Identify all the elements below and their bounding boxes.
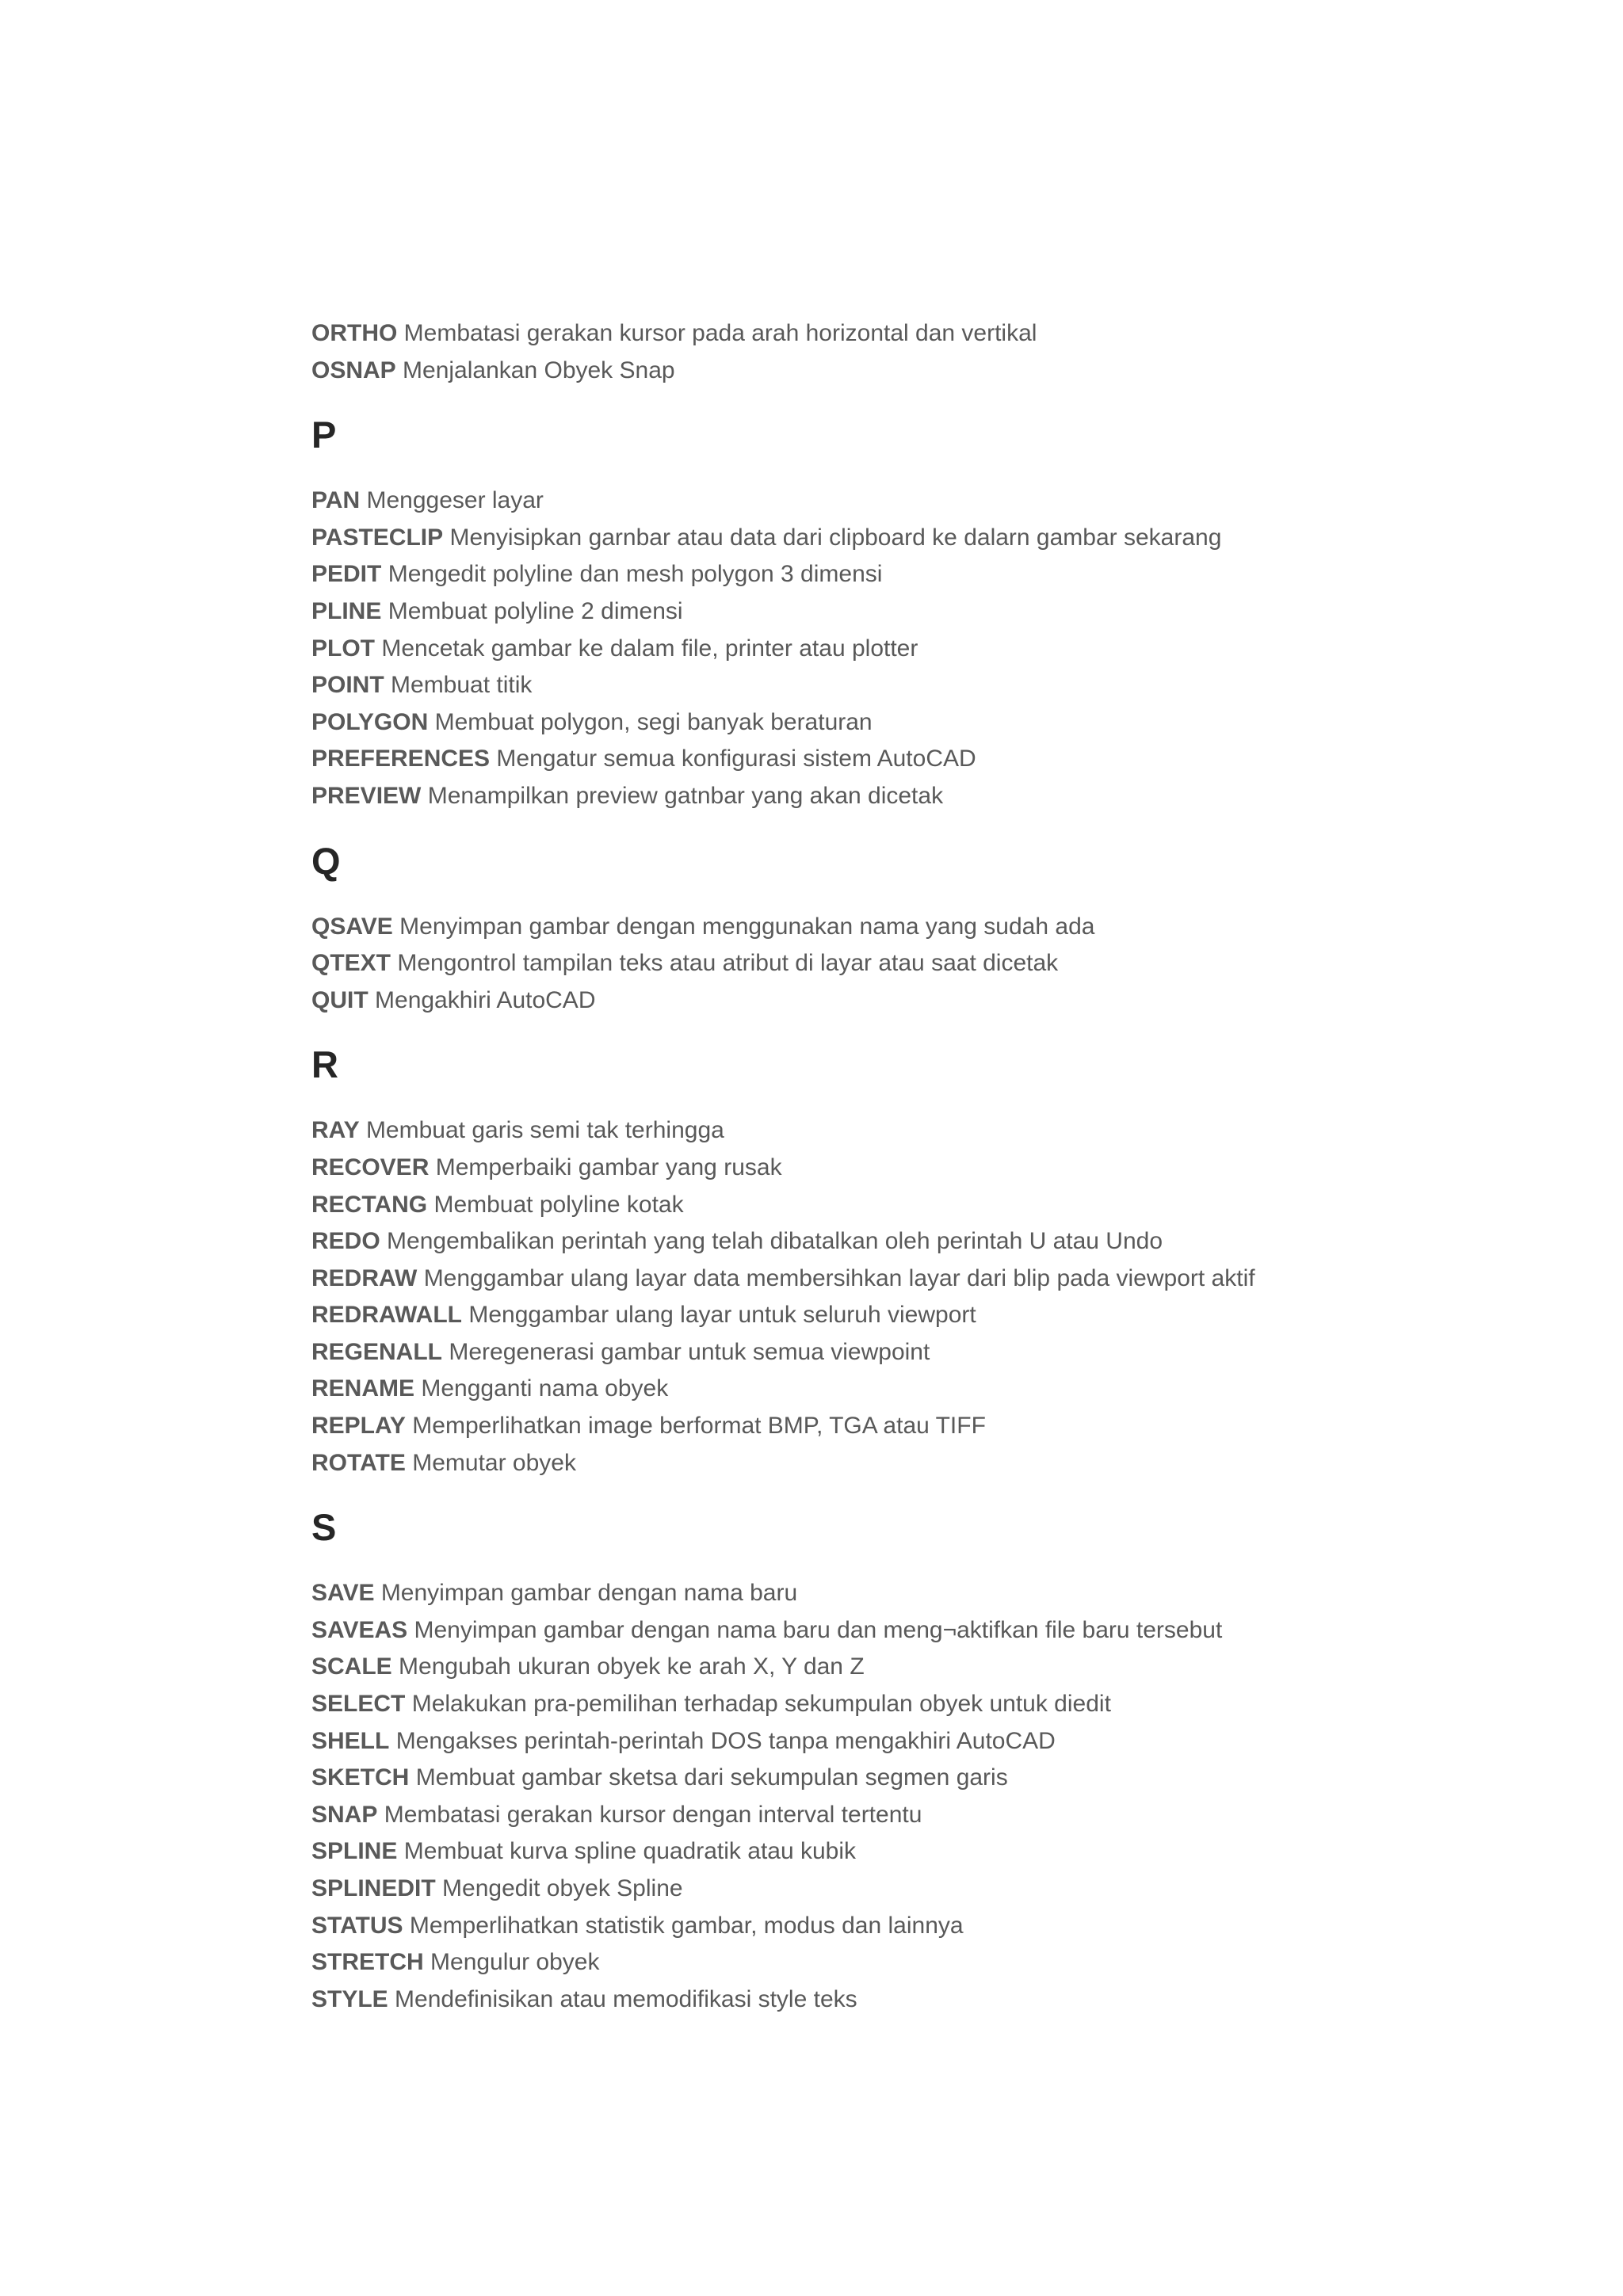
command-description: Mengedit obyek Spline <box>442 1875 683 1901</box>
command-name: SAVEAS <box>311 1616 408 1643</box>
spacer <box>311 815 1548 838</box>
spacer <box>311 1019 1548 1042</box>
command-name: POLYGON <box>311 708 429 735</box>
command-entry <box>311 1575 1548 1612</box>
command-name: STRETCH <box>311 1949 424 1976</box>
command-name: STYLE <box>311 1985 388 2012</box>
command-name: REDRAWALL <box>311 1302 462 1329</box>
command-description: Mengulur obyek <box>430 1949 600 1976</box>
command-entry <box>311 556 1548 593</box>
command-description: Membatasi gerakan kursor dengan interval tertentu <box>384 1801 922 1828</box>
command-name: OSNAP <box>311 357 396 383</box>
command-entry <box>311 482 1548 520</box>
command-name: PASTECLIP <box>311 524 444 551</box>
command-name: QSAVE <box>311 913 393 940</box>
command-description: Mengakses perintah-perintah DOS tanpa mengakhiri AutoCAD <box>395 1727 1056 1754</box>
command-entry <box>311 1187 1548 1224</box>
command-name: RENAME <box>311 1375 415 1402</box>
command-entry <box>311 1445 1548 1482</box>
command-name: STATUS <box>311 1912 403 1939</box>
command-name: SPLINEDIT <box>311 1875 436 1901</box>
section <box>311 1482 1548 2018</box>
command-description: Mengembalikan perintah yang telah dibatalkan oleh perintah U atau Undo <box>387 1228 1163 1255</box>
command-description: Menampilkan preview gatnbar yang akan dicetak <box>427 782 944 809</box>
command-name: RECTANG <box>311 1191 428 1218</box>
command-entry <box>311 1334 1548 1371</box>
command-description: Mencetak gambar ke dalam file, printer atau plotter <box>381 635 918 662</box>
command-entry <box>311 945 1548 982</box>
command-name: SKETCH <box>311 1764 410 1791</box>
command-description: Memperlihatkan statistik gambar, modus dan lainnya <box>409 1912 964 1939</box>
command-name: POINT <box>311 672 384 699</box>
command-description: Menyimpan gambar dengan menggunakan nama yang sudah ada <box>399 913 1095 940</box>
command-entry <box>311 353 1548 390</box>
command-name: PREFERENCES <box>311 746 491 772</box>
command-entry <box>311 1723 1548 1760</box>
command-description: Mengakhiri AutoCAD <box>375 986 596 1013</box>
command-description: Membuat gambar sketsa dari sekumpulan segmen garis <box>415 1764 1008 1791</box>
command-name: REDO <box>311 1228 380 1255</box>
command-entry <box>311 1408 1548 1445</box>
command-name: SHELL <box>311 1727 390 1754</box>
command-description: Memperlihatkan image berformat BMP, TGA atau TIFF <box>412 1413 986 1440</box>
command-entry <box>311 631 1548 668</box>
command-entry <box>311 1223 1548 1261</box>
command-name: SCALE <box>311 1653 392 1680</box>
command-entry <box>311 1833 1548 1871</box>
command-name: PLOT <box>311 635 375 662</box>
command-entry <box>311 1871 1548 1908</box>
command-name: REGENALL <box>311 1338 442 1365</box>
command-description: Mengubah ukuran obyek ke arah X, Y dan Z <box>399 1653 865 1680</box>
command-entry <box>311 1649 1548 1686</box>
command-description: Mengontrol tampilan teks atau atribut di layar atau saat dicetak <box>397 950 1059 977</box>
command-description: Menyimpan gambar dengan nama baru <box>380 1580 798 1607</box>
command-description: Melakukan pra-pemilihan terhadap sekumpulan obyek untuk diedit <box>411 1691 1111 1718</box>
command-entry <box>311 1261 1548 1298</box>
command-name: REDRAW <box>311 1264 418 1291</box>
command-description: Mengedit polyline dan mesh polygon 3 dimensi <box>388 561 883 588</box>
command-description: Membuat polyline kotak <box>433 1191 684 1218</box>
command-name: RECOVER <box>311 1154 430 1180</box>
command-entry <box>311 1150 1548 1187</box>
command-description: Mendefinisikan atau memodifikasi style teks <box>395 1985 857 2012</box>
command-description: Mengatur semua konfigurasi sistem AutoCAD <box>496 746 976 772</box>
section-letter-heading: S <box>311 1506 337 1549</box>
command-entry <box>311 1797 1548 1834</box>
spacer <box>311 1087 1548 1112</box>
command-name: PLINE <box>311 597 382 624</box>
command-name: SAVE <box>311 1580 375 1607</box>
command-entry <box>311 1297 1548 1334</box>
spacer <box>311 1550 1548 1575</box>
section-letter-heading: R <box>311 1043 338 1086</box>
spacer <box>311 883 1548 909</box>
command-name: QUIT <box>311 986 369 1013</box>
command-name: PAN <box>311 487 361 514</box>
section <box>311 315 1548 389</box>
command-entry <box>311 909 1548 946</box>
command-description: Membuat polyline 2 dimensi <box>388 597 683 624</box>
command-description: Membuat titik <box>391 672 533 699</box>
command-description: Memutar obyek <box>412 1449 576 1476</box>
command-name: SELECT <box>311 1691 406 1718</box>
command-entry <box>311 1686 1548 1723</box>
command-description: Menyimpan gambar dengan nama baru dan meng¬aktifkan file baru tersebut <box>414 1616 1223 1643</box>
command-description: Menggambar ulang layar data membersihkan layar dari blip pada viewport aktif <box>423 1264 1255 1291</box>
command-description: Menyisipkan garnbar atau data dari clipboard ke dalarn gambar sekarang <box>449 524 1222 551</box>
command-entry <box>311 741 1548 778</box>
command-entry <box>311 315 1548 353</box>
command-entry <box>311 1371 1548 1408</box>
spacer <box>311 1482 1548 1505</box>
command-name: SNAP <box>311 1801 378 1828</box>
command-name: REPLAY <box>311 1413 406 1440</box>
command-name: RAY <box>311 1117 360 1144</box>
command-entry <box>311 667 1548 704</box>
command-name: ROTATE <box>311 1449 406 1476</box>
command-entry <box>311 778 1548 815</box>
command-description: Menggambar ulang layar untuk seluruh viewport <box>468 1302 976 1329</box>
command-entry <box>311 1760 1548 1797</box>
section-letter-heading: Q <box>311 839 341 882</box>
spacer <box>311 389 1548 412</box>
section <box>311 1019 1548 1482</box>
command-description: Menjalankan Obyek Snap <box>403 357 675 383</box>
command-description: Menggeser layar <box>366 487 544 514</box>
command-name: ORTHO <box>311 320 398 346</box>
command-description: Membuat kurva spline quadratik atau kubik <box>403 1838 857 1865</box>
command-entry <box>311 1112 1548 1150</box>
spacer <box>311 457 1548 482</box>
command-entry <box>311 704 1548 742</box>
command-name: QTEXT <box>311 950 391 977</box>
command-description: Mengganti nama obyek <box>421 1375 669 1402</box>
command-description: Membuat polygon, segi banyak beraturan <box>434 708 873 735</box>
command-description: Membuat garis semi tak terhingga <box>365 1117 724 1144</box>
command-description: Membatasi gerakan kursor pada arah horizontal dan vertikal <box>403 320 1037 346</box>
command-description: Meregenerasi gambar untuk semua viewpoint <box>449 1338 930 1365</box>
command-entry <box>311 593 1548 631</box>
section <box>311 389 1548 814</box>
command-entry <box>311 1981 1548 2019</box>
command-description: Memperbaiki gambar yang rusak <box>435 1154 782 1180</box>
command-entry <box>311 1944 1548 1981</box>
command-name: PREVIEW <box>311 782 422 809</box>
command-entry <box>311 1908 1548 1945</box>
section <box>311 815 1548 1020</box>
section-letter-heading: P <box>311 414 337 456</box>
command-entry <box>311 1612 1548 1650</box>
command-entry <box>311 982 1548 1020</box>
command-entry <box>311 520 1548 557</box>
command-name: PEDIT <box>311 561 382 588</box>
document-page <box>311 315 1548 2018</box>
command-name: SPLINE <box>311 1838 398 1865</box>
